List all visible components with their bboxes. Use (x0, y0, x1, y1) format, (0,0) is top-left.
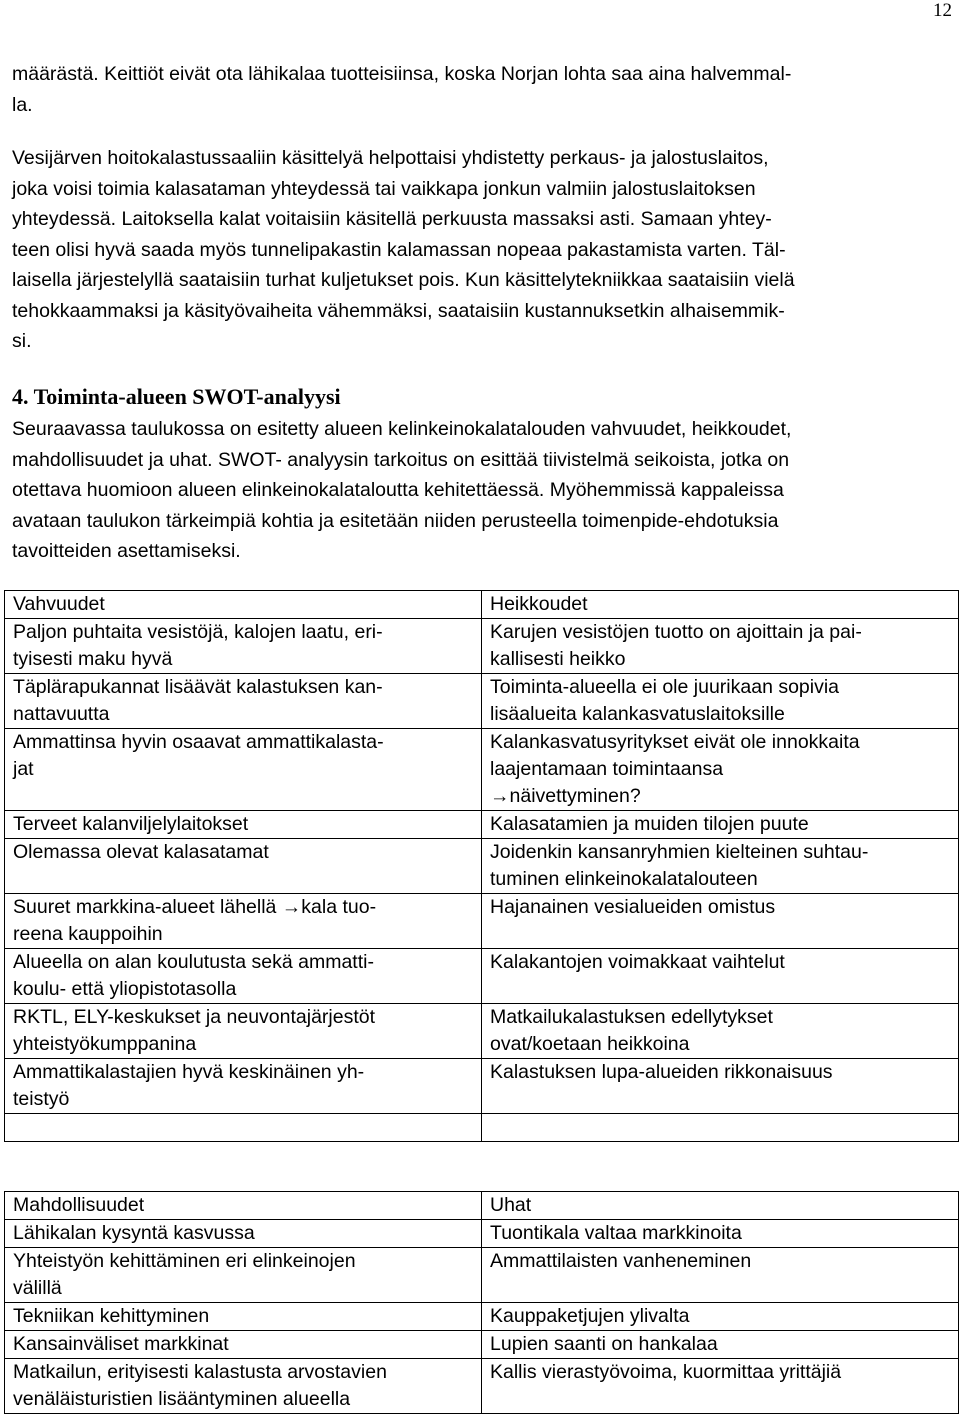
table-row (5, 1059, 959, 1114)
opportunity-cell: Matkailun, erityisesti kalastusta arvostavien venäläisturistien lisääntyminen alueella (5, 1359, 482, 1414)
opportunity-cell: Kansainväliset markkinat (5, 1331, 482, 1359)
strength-cell: Paljon puhtaita vesistöjä, kalojen laatu, eri- tyisesti maku hyvä (5, 619, 482, 674)
threat-cell: Ammattilaisten vanheneminen (482, 1248, 959, 1303)
header-strengths: Vahvuudet (5, 591, 482, 619)
strength-cell: Terveet kalanviljelylaitokset (5, 811, 482, 839)
paragraph-processing-plant: Vesijärven hoitokalastussaaliin käsittelyä helpottaisi yhdistetty perkaus- ja jalostuslaitos, joka voisi toimia kalasataman yhteydessä tai vaikkapa jonkun valmiin jalostuslaitoksen yhteydessä. Laitoksella kalat voitaisiin käsitellä perkuusta massaksi asti. Samaan yhtey- teen olisi hyvä saada myös tunnelipakastin kalamassan nopeaa pakastamista varten. Täl- laisella järjestelyllä saataisiin turhat kuljetukset pois. Kun käsittelytekniikkaa saataisiin vielä tehokkaammaksi ja käsityövaiheita vähemmäksi, saataisiin kustannuksetkin alhaisemmik- si. (12, 147, 795, 352)
strength-cell: Suuret markkina-alueet lähellä →kala tuo- reena kauppoihin (5, 894, 482, 949)
table-row (5, 619, 959, 674)
swot-table-opportunities-threats (4, 1191, 959, 1414)
weakness-cell: Matkailukalastuksen edellytykset ovat/koetaan heikkoina (482, 1004, 959, 1059)
paragraph-swot-intro: Seuraavassa taulukossa on esitetty alueen kelinkeinokalatalouden vahvuudet, heikkoudet, mahdollisuudet ja uhat. SWOT- analyysin tarkoitus on esittää tiivistelmä seikoista, jotka on otettava huomioon alueen elinkeinokalataloutta kehitettäessä. Myöhemmissä kappaleissa avataan taulukon tärkeimpiä kohtia ja esitetään niiden perusteella toimenpide-ehdotuksia tavoitteiden asettamiseksi. (12, 418, 792, 562)
table-row (5, 674, 959, 729)
table-row (5, 1004, 959, 1059)
strength-cell: Alueella on alan koulutusta sekä ammatti- koulu- että yliopistotasolla (5, 949, 482, 1004)
table-header-row (5, 1192, 959, 1220)
opportunity-cell: Lähikalan kysyntä kasvussa (5, 1220, 482, 1248)
weakness-cell: Kalakantojen voimakkaat vaihtelut (482, 949, 959, 1004)
threat-cell: Lupien saanti on hankalaa (482, 1331, 959, 1359)
table-header-row (5, 591, 959, 619)
table-row (5, 839, 959, 894)
weakness-cell: Kalankasvatusyritykset eivät ole innokkaita laajentamaan toimintaansa →näivettyminen? (482, 729, 959, 811)
strength-cell: Ammattikalastajien hyvä keskinäinen yh- teistyö (5, 1059, 482, 1114)
weakness-cell: Hajanainen vesialueiden omistus (482, 894, 959, 949)
weakness-cell: Joidenkin kansanryhmien kielteinen suhtau- tuminen elinkeinokalatalouteen (482, 839, 959, 894)
table-row (5, 1303, 959, 1331)
threat-cell: Kauppaketjujen ylivalta (482, 1303, 959, 1331)
table-row-empty (5, 1114, 959, 1142)
weakness-cell: Kalasatamien ja muiden tilojen puute (482, 811, 959, 839)
table-row (5, 1359, 959, 1414)
table-row (5, 894, 959, 949)
strength-cell: RKTL, ELY-keskukset ja neuvontajärjestöt yhteistyökumppanina (5, 1004, 482, 1059)
weakness-cell: Kalastuksen lupa-alueiden rikkonaisuus (482, 1059, 959, 1114)
strength-cell: Olemassa olevat kalasatamat (5, 839, 482, 894)
empty-cell (5, 1114, 482, 1142)
header-weaknesses: Heikkoudet (482, 591, 959, 619)
paragraph-intro-continued: määrästä. Keittiöt eivät ota lähikalaa tuotteisiinsa, koska Norjan lohta saa aina halvemmal- la. (12, 63, 792, 116)
table-row (5, 1220, 959, 1248)
page-number: 12 (933, 0, 952, 21)
table-row (5, 1248, 959, 1303)
strength-cell: Ammattinsa hyvin osaavat ammattikalasta- jat (5, 729, 482, 811)
threat-cell: Kallis vierastyövoima, kuormittaa yrittäjiä (482, 1359, 959, 1414)
opportunity-cell: Tekniikan kehittyminen (5, 1303, 482, 1331)
table-row (5, 949, 959, 1004)
threat-cell: Tuontikala valtaa markkinoita (482, 1220, 959, 1248)
weakness-cell: Toiminta-alueella ei ole juurikaan sopivia lisäalueita kalankasvatuslaitoksille (482, 674, 959, 729)
header-threats: Uhat (482, 1192, 959, 1220)
table-row (5, 811, 959, 839)
swot-table-strengths-weaknesses (4, 590, 959, 1142)
empty-cell (482, 1114, 959, 1142)
opportunity-cell: Yhteistyön kehittäminen eri elinkeinojen välillä (5, 1248, 482, 1303)
table-row (5, 1331, 959, 1359)
table-row (5, 729, 959, 811)
header-opportunities: Mahdollisuudet (5, 1192, 482, 1220)
strength-cell: Täplärapukannat lisäävät kalastuksen kan- nattavuutta (5, 674, 482, 729)
weakness-cell: Karujen vesistöjen tuotto on ajoittain ja pai- kallisesti heikko (482, 619, 959, 674)
section-heading-swot: 4. Toiminta-alueen SWOT-analyysi (12, 384, 341, 409)
